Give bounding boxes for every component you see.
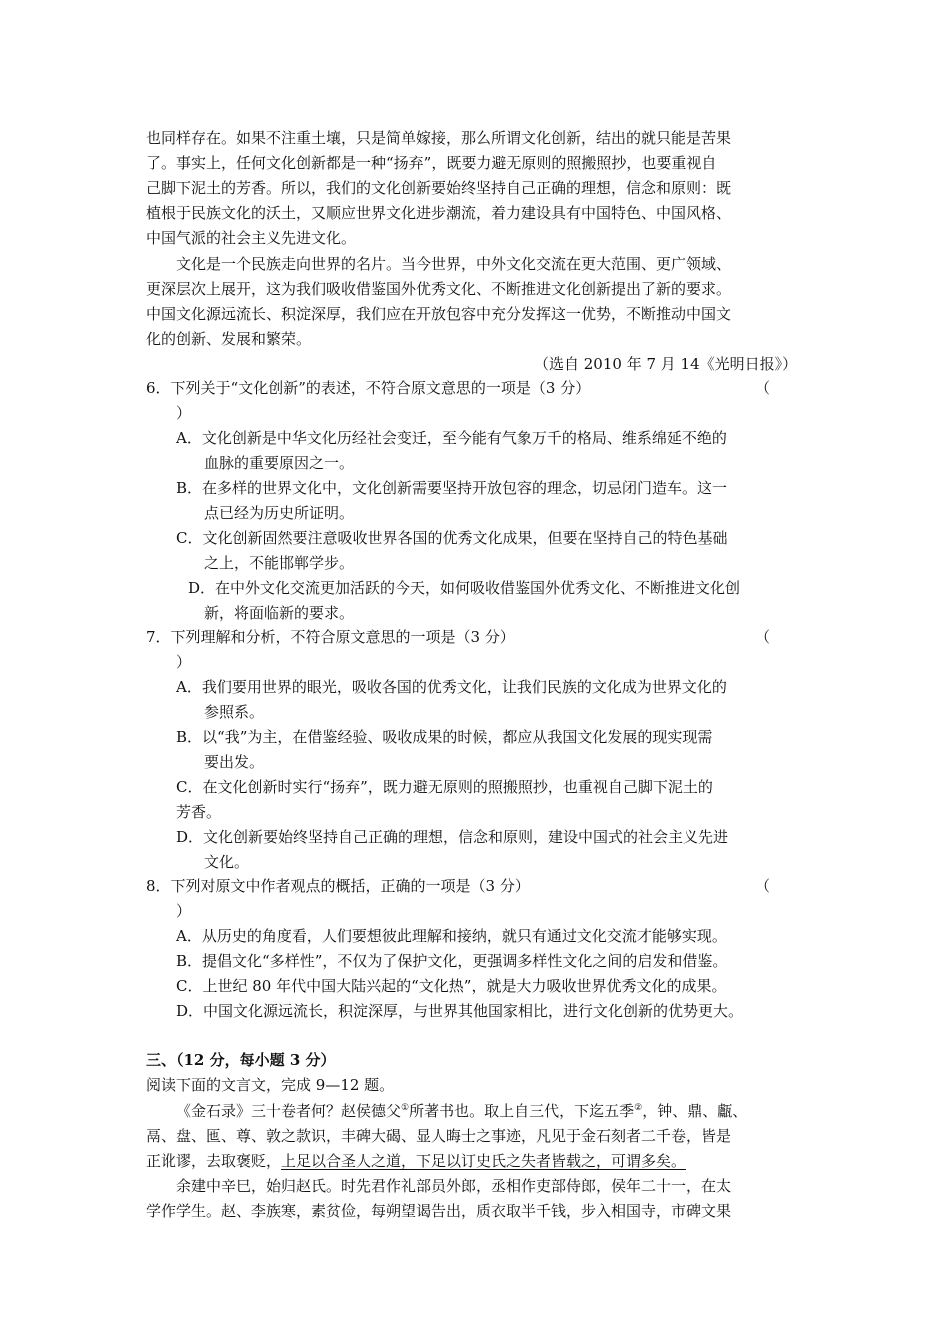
answer-paren-open: （	[755, 877, 771, 895]
classical-text-line	[146, 1151, 686, 1171]
question-8-stem: 8．下列对原文中作者观点的概括，正确的一项是（3 分）	[146, 877, 530, 895]
q6-option-b: B．在多样的世界文化中，文化创新需要坚持开放包容的理念，切忌闭门造车。这一	[176, 479, 728, 497]
q7-option-b-cont: 要出发。	[204, 753, 265, 771]
q6-option-a-cont: 血脉的重要原因之一。	[204, 454, 355, 472]
passage-line: 了。事实上，任何文化创新都是一种“扬弃”，既要力避无原则的照搬照抄，也要重视自	[146, 154, 717, 172]
q6-option-c: C．文化创新固然要注意吸收世界各国的优秀文化成果，但要在坚持自己的特色基础	[176, 529, 728, 547]
passage-line: 更深层次上展开，这为我们吸收借鉴国外优秀文化、不断推进文化创新提出了新的要求。	[146, 280, 732, 298]
passage-line: 也同样存在。如果不注重土壤，只是简单嫁接，那么所谓文化创新，结出的就只能是苦果	[146, 129, 732, 147]
classical-text-line	[176, 1101, 747, 1121]
passage-line: 己脚下泥土的芳香。所以，我们的文化创新要始终坚持自己正确的理想，信念和原则：既	[146, 179, 732, 197]
question-6-stem: 6．下列关于“文化创新”的表述，不符合原文意思的一项是（3 分）	[146, 379, 591, 397]
q6-option-b-cont: 点已经为历史所证明。	[204, 504, 355, 522]
classical-text-line: 余建中辛巳，始归赵氏。时先君作礼部员外郎，丞相作吏部侍郎，侯年二十一，在太	[176, 1177, 732, 1195]
q8-option-c: C．上世纪 80 年代中国大陆兴起的“文化热”，就是大力吸收世界优秀文化的成果。	[176, 977, 727, 995]
q6-option-d-cont: 新，将面临新的要求。	[204, 604, 355, 622]
q6-option-a: A．文化创新是中华文化历经社会变迁，至今能有气象万千的格局、维系绵延不绝的	[176, 429, 727, 447]
passage-line: 中国气派的社会主义先进文化。	[146, 229, 357, 247]
classical-text: 所著书也。取上自三代，下迄五季	[409, 1102, 635, 1120]
answer-paren-open: （	[755, 628, 771, 646]
q6-option-d: D．在中外文化交流更加活跃的今天，如何吸收借鉴国外优秀文化、不断推进文化创	[188, 579, 741, 597]
q7-option-c: C．在文化创新时实行“扬弃”，既力避无原则的照搬照抄，也重视自己脚下泥土的	[176, 778, 713, 796]
classical-text: 《金石录》三十卷者何？赵侯德父	[176, 1102, 402, 1120]
classical-text: ，钟、鼎、甗、	[642, 1102, 748, 1120]
classical-text-line: 学作学生。赵、李族寒，素贫俭，每朔望谒告出，质衣取半千钱，步入相国寺，市碑文果	[146, 1202, 732, 1220]
q7-option-b: B．以“我”为主，在借鉴经验、吸收成果的时候，都应从我国文化发展的现实现需	[176, 728, 713, 746]
q7-option-a-cont: 参照系。	[204, 703, 265, 721]
q8-option-a: A．从历史的角度看，人们要想彼此理解和接纳，就只有通过文化交流才能够实现。	[176, 927, 727, 945]
q7-option-c-cont: 芳香。	[176, 803, 222, 821]
source-citation: （选自 2010 年 7 月 14《光明日报》）	[534, 355, 798, 373]
q6-option-c-cont: 之上，不能邯郸学步。	[204, 554, 355, 572]
passage-line: 植根于民族文化的沃土，又顺应世界文化进步潮流，着力建设具有中国特色、中国风格、	[146, 204, 732, 222]
underlined-sentence: 上足以合圣人之道，下足以订史氏之失者皆载之，可谓多矣。	[281, 1152, 687, 1170]
footnote-marker: ②	[634, 1103, 643, 1113]
answer-paren-close: ）	[176, 404, 192, 422]
classical-text-line: 鬲、盘、匜、尊、敦之款识，丰碑大碣、显人晦士之事迹，凡见于金石刻者二千卷，皆是	[146, 1127, 732, 1145]
q7-option-d-cont: 文化。	[204, 853, 250, 871]
answer-paren-close: ）	[176, 653, 192, 671]
q7-option-a: A．我们要用世界的眼光，吸收各国的优秀文化，让我们民族的文化成为世界文化的	[176, 678, 727, 696]
passage-line: 化的创新、发展和繁荣。	[146, 330, 312, 348]
passage-line: 中国文化源远流长、积淀深厚，我们应在开放包容中充分发挥这一优势，不断推动中国文	[146, 305, 732, 323]
answer-paren-close: ）	[176, 902, 192, 920]
section-3-title: 三、（12 分，每小题 3 分）	[146, 1051, 336, 1069]
q8-option-b: B．提倡文化“多样性”，不仅为了保护文化，更强调多样性文化之间的启发和借鉴。	[176, 952, 728, 970]
passage-line: 文化是一个民族走向世界的名片。当今世界，中外文化交流在更大范围、更广领域、	[176, 255, 732, 273]
q8-option-d: D．中国文化源远流长，积淀深厚，与世界其他国家相比，进行文化创新的优势更大。	[176, 1002, 744, 1020]
q7-option-d: D．文化创新要始终坚持自己正确的理想，信念和原则，建设中国式的社会主义先进	[176, 828, 729, 846]
classical-text: 正讹谬，去取褒贬，	[146, 1152, 282, 1170]
footnote-marker: ①	[401, 1103, 410, 1113]
answer-paren-open: （	[755, 379, 771, 397]
question-7-stem: 7．下列理解和分析，不符合原文意思的一项是（3 分）	[146, 628, 515, 646]
section-3-instruction: 阅读下面的文言文，完成 9—12 题。	[146, 1076, 395, 1094]
